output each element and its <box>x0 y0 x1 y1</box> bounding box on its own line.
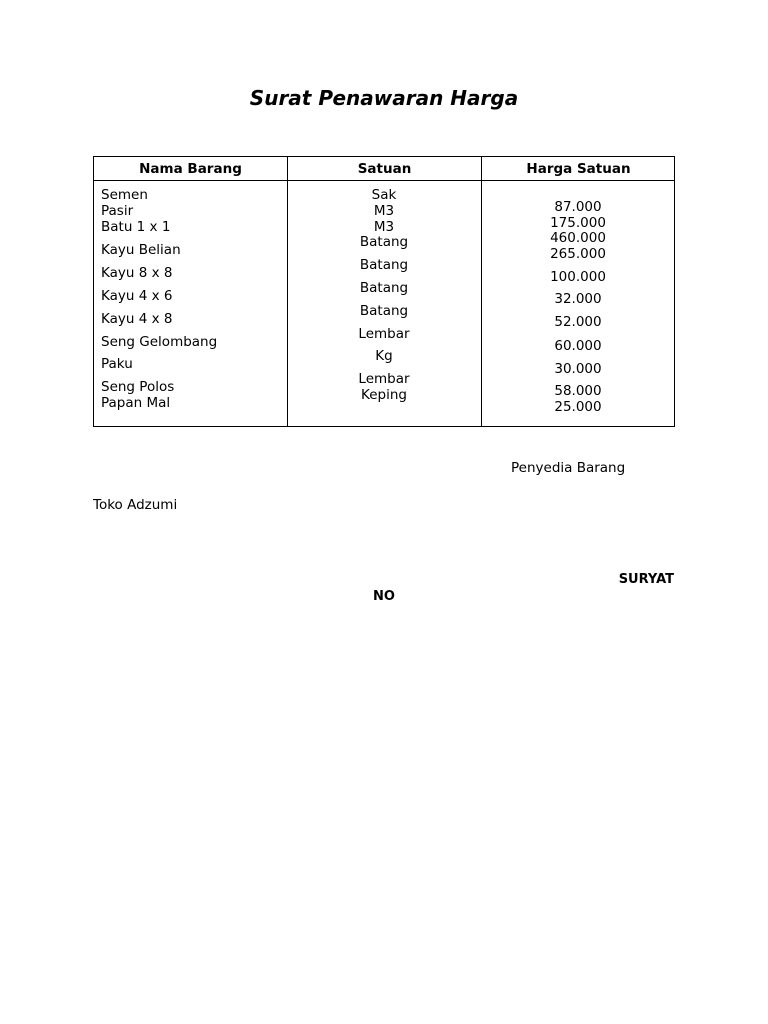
document-title: Surat Penawaran Harga <box>249 86 519 110</box>
item-unit: Sak <box>371 187 397 203</box>
item-unit: Batang <box>359 257 409 273</box>
column-divider <box>481 157 482 426</box>
header-nama-barang: Nama Barang <box>139 161 242 177</box>
item-name: Papan Mal <box>101 395 171 411</box>
item-name: Kayu 4 x 6 <box>101 288 173 304</box>
item-price: 52.000 <box>554 314 602 330</box>
item-name: Paku <box>101 356 133 372</box>
item-name: Kayu 4 x 8 <box>101 311 173 327</box>
item-unit: Batang <box>359 303 409 319</box>
item-name: Kayu 8 x 8 <box>101 265 173 281</box>
item-name: Kayu Belian <box>101 242 181 258</box>
item-price: 58.000 <box>554 383 602 399</box>
item-price: 100.000 <box>550 269 606 285</box>
item-unit: Lembar <box>358 371 410 387</box>
item-name: Seng Polos <box>101 379 175 395</box>
item-name: Seng Gelombang <box>101 334 218 350</box>
item-price: 60.000 <box>554 338 602 354</box>
item-unit: Kg <box>375 348 393 364</box>
header-satuan: Satuan <box>357 161 412 177</box>
item-price: 32.000 <box>554 291 602 307</box>
item-unit: Batang <box>359 234 409 250</box>
item-price: 265.000 <box>550 246 606 262</box>
store-name: Toko Adzumi <box>93 497 178 513</box>
item-unit: Batang <box>359 280 409 296</box>
item-price: 87.000 <box>554 199 602 215</box>
column-divider <box>287 157 288 426</box>
item-name: Semen <box>101 187 148 203</box>
item-price: 30.000 <box>554 361 602 377</box>
item-unit: M3 <box>373 219 395 235</box>
item-unit: Lembar <box>358 326 410 342</box>
item-price: 175.000 <box>550 215 606 231</box>
signature-name: SURYAT <box>618 572 674 587</box>
item-unit: M3 <box>373 203 395 219</box>
item-price: 460.000 <box>550 230 606 246</box>
provider-label: Penyedia Barang <box>511 460 626 476</box>
item-unit: Keping <box>361 387 407 403</box>
item-price: 25.000 <box>554 399 602 415</box>
header-harga-satuan: Harga Satuan <box>526 161 631 177</box>
item-name: Pasir <box>101 203 134 219</box>
price-table <box>93 156 675 427</box>
signature-name-continued: NO <box>373 589 395 604</box>
item-name: Batu 1 x 1 <box>101 219 171 235</box>
